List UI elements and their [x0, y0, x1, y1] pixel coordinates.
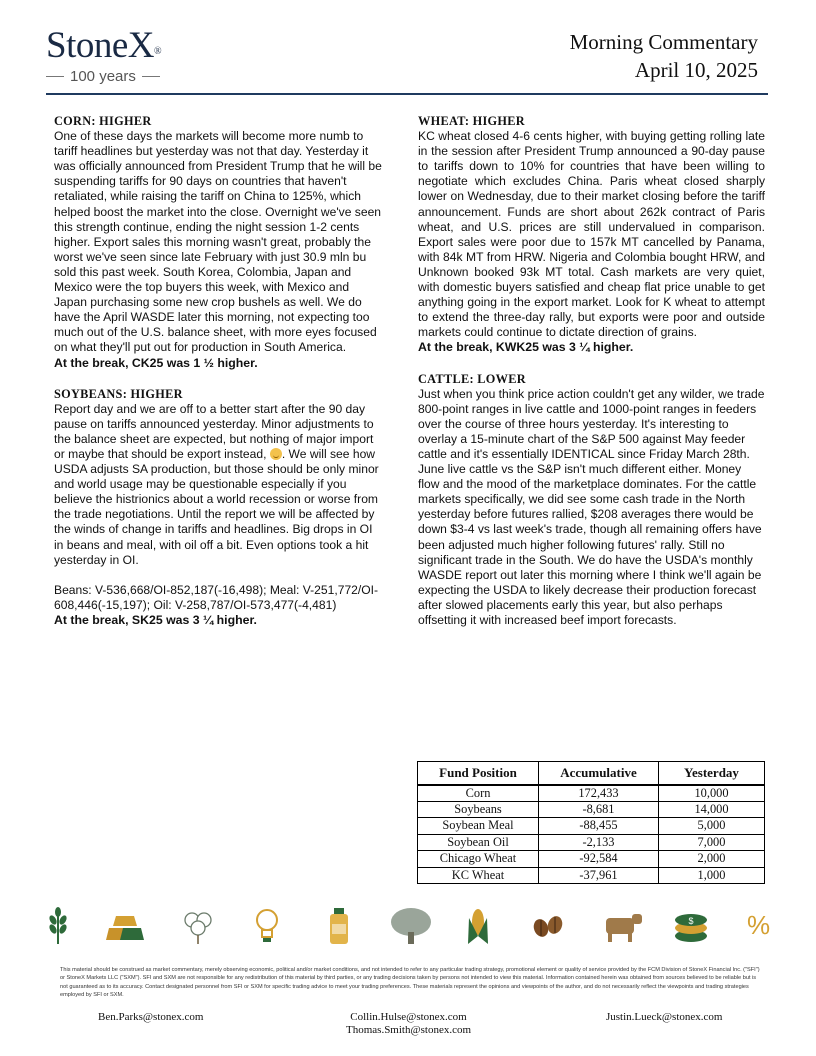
contact-ben-parks[interactable]: Ben.Parks@stonex.com — [98, 1011, 204, 1023]
corn-title: CORN: HIGHER — [54, 114, 152, 128]
logo-text: StoneX — [46, 25, 154, 66]
wheat-title: WHEAT: HIGHER — [418, 114, 525, 128]
disclaimer-text: This material should be construed as market commentary, merely observing economic, political and/or market conditions, and not intended to refer to any particular trading strategy, promotional element or quality of service provided by the FCM Division of StoneX Financial Inc. ("SFI") or StoneX Markets LLC ("SXM"). SFI and SXM are not responsible for any redistribution of this material by third parties, or any trading decisions taken by persons not intended to view this material. Information contained herein was obtained from sources believed to be reliable but is not guaranteed as to its accuracy. Contact designated personnel from SFI or SXM for specific trading advice to meet your trading preferences. These materials represent the opinions and viewpoints of the author, and do not necessarily reflect the viewpoints and trading strategies employed by SFI or SXM. — [60, 967, 760, 999]
soybeans-break: At the break, SK25 was 3 ¼ higher. — [54, 612, 257, 627]
table-cell: 7,000 — [659, 834, 765, 851]
table-row — [418, 801, 765, 818]
soybeans-body-part1: Report day and we are off to a better start after the 90 day pause on tariffs announced yesterday. Minor adjustments to the balance sheet are expected, but nothing of major import or maybe that should be export instead, — [54, 401, 374, 461]
soybeans-title: SOYBEANS: HIGHER — [54, 386, 183, 401]
table-cell: -92,584 — [539, 851, 659, 868]
table-cell: Corn — [418, 785, 539, 802]
table-cell: -88,455 — [539, 818, 659, 835]
table-cell: Soybean Meal — [418, 818, 539, 835]
lightbulb-icon — [252, 906, 282, 946]
coffee-beans-icon — [530, 906, 566, 946]
oil-jar-icon — [326, 906, 352, 946]
page-title: Morning Commentary — [569, 30, 758, 54]
wheat-section — [418, 114, 765, 356]
soybeans-body-part2: . We will see how USDA adjusts SA production, but those should be only minor and world usage may be questionable especially if you believe the histrionics about a world recession or worse from the trade negotiations. Until the report we will be affected by the winds of change in tariffs and headlines. Big drops in OI in beans and meal, with oil off a bit. Even options took a hit yesterday in OI. — [54, 446, 379, 567]
table-cell: 5,000 — [659, 818, 765, 835]
soybeans-body — [54, 402, 382, 568]
cattle-title: CATTLE: LOWER — [418, 371, 526, 386]
tree-icon — [388, 906, 434, 946]
gold-bars-icon — [104, 906, 146, 946]
cotton-icon — [180, 906, 216, 946]
table-cell: -37,961 — [539, 867, 659, 884]
contact-middle — [346, 1011, 471, 1037]
table-header-row — [418, 762, 765, 785]
contact-collin-hulse[interactable]: Collin.Hulse@stonex.com — [350, 1011, 467, 1023]
wheat-icon — [44, 906, 72, 946]
page-date: April 10, 2025 — [634, 58, 758, 82]
soybeans-stats: Beans: V-536,668/OI-852,187(-16,498); Meal: V-251,772/OI-608,446(-15,197); Oil: V-258,787/OI-573,477(-4,481) — [54, 582, 379, 612]
table-row — [418, 785, 765, 802]
contact-thomas-smith[interactable]: Thomas.Smith@stonex.com — [346, 1024, 472, 1036]
left-column — [54, 114, 382, 644]
table-cell: KC Wheat — [418, 867, 539, 884]
wheat-break: At the break, KWK25 was 3 ¼ higher. — [418, 340, 634, 355]
table-row — [418, 851, 765, 868]
table-cell: 2,000 — [659, 851, 765, 868]
table-cell: 10,000 — [659, 785, 765, 802]
logo-tagline: 100 years — [70, 68, 136, 85]
table-cell: Chicago Wheat — [418, 851, 539, 868]
table-row — [418, 867, 765, 884]
percent-icon: % — [747, 910, 771, 940]
corn-break: At the break, CK25 was 1 ½ higher. — [54, 355, 258, 370]
logo-dash-right — [142, 76, 160, 77]
table-cell: -8,681 — [539, 801, 659, 818]
right-column — [418, 114, 765, 644]
corn-section — [54, 114, 382, 371]
fund-position-table — [417, 761, 765, 884]
cattle-section — [418, 372, 765, 629]
wheat-body: KC wheat closed 4-6 cents higher, with buying getting rolling late in the session after President Trump announced a 90-day pause to tariffs down to 10% for countries that have been willing to negotiate which excludes China. Paris wheat closed sharply lower on Wednesday, due to their market closing before the tariff announcement. Funds are short about 262k contract of Paris wheat, and U.S. prices are still undervalued in comparison. Export sales were poor due to 157k MT cancelled by Panama, with 84k MT from HRW. Nigeria and Colombia bought HRW, and Unknown booked 93k MT total. Cash markets are very quiet, with domestic buyers satisfied and cheap flat price unable to get anything going in the export market. Look for K wheat to attempt to extend the three-day rally, but exports were poor and outside markets could continue to dictate direction of grains. — [418, 129, 765, 340]
table-row — [418, 818, 765, 835]
commodity-icon-strip — [40, 906, 780, 948]
soybeans-section — [54, 387, 382, 628]
header-divider — [46, 93, 768, 95]
stonex-logo — [46, 26, 196, 85]
table-cell: 172,433 — [539, 785, 659, 802]
money-icon — [672, 906, 710, 946]
table-header-cell: Fund Position — [418, 762, 539, 785]
table-header-cell: Yesterday — [659, 762, 765, 785]
table-cell: Soybeans — [418, 801, 539, 818]
winking-face-icon — [270, 448, 282, 460]
logo-dash-left — [46, 76, 64, 77]
svg-text:$: $ — [688, 916, 694, 926]
table-cell: 1,000 — [659, 867, 765, 884]
corn-icon — [464, 906, 492, 948]
contact-justin-lueck[interactable]: Justin.Lueck@stonex.com — [606, 1011, 723, 1023]
logo-trademark: ® — [154, 46, 162, 57]
table-cell: -2,133 — [539, 834, 659, 851]
cattle-body: Just when you think price action couldn't get any wilder, we trade 800-point ranges in live cattle and 1000-point ranges in feeders over the course of three hours yesterday. It's interesting to overlay a 15-minute chart of the S&P 500 against May feeder cattle and it's essentially IDENTICAL since Friday March 28th. June live cattle vs the S&P isn't much different either. Money flow and the mood of the marketplace dominates. For the cattle markets specifically, we did see some cash trade in the North yesterday before futures rallied, $208 averages there would be down $3-4 vs last week's trade, though all remaining offers have been adjusted much higher following futures' rally. Still no significant trade in the South. We do have the USDA's monthly WASDE report out later this morning where I think we'll again be expecting the USDA to likely decrease their production forecast after slowed placements early this year, but also perhaps offsetting it with increased beef import forecasts. — [418, 386, 765, 627]
header-title-block — [570, 28, 758, 84]
table-header-cell: Accumulative — [539, 762, 659, 785]
cattle-icon — [600, 906, 644, 946]
table-cell: 14,000 — [659, 801, 765, 818]
table-row — [418, 834, 765, 851]
table-cell: Soybean Oil — [418, 834, 539, 851]
corn-body: One of these days the markets will become more numb to tariff headlines but yesterday was not that day. Yesterday it was officially announced from President Trump that he will be suspending tariffs for 90 days on countries that haven't retaliated, while raising the tariff on China to 125%, which helped boost the market into the close. Overnight we've seen this strength continue, ending the night session 1-2 cents higher. Export sales this morning wasn't great, probably the worst we've seen since late February with just 30.9 mln bu sold this past week. South Korea, Colombia, Japan and Mexico were the top buyers this week, with Mexico and Japan purchasing some new crop bushels as well. We do have the April WASDE later this morning, not expecting too much out of the U.S. balance sheet, with more eyes focused on what they'll put out for production in South America. — [54, 129, 382, 355]
